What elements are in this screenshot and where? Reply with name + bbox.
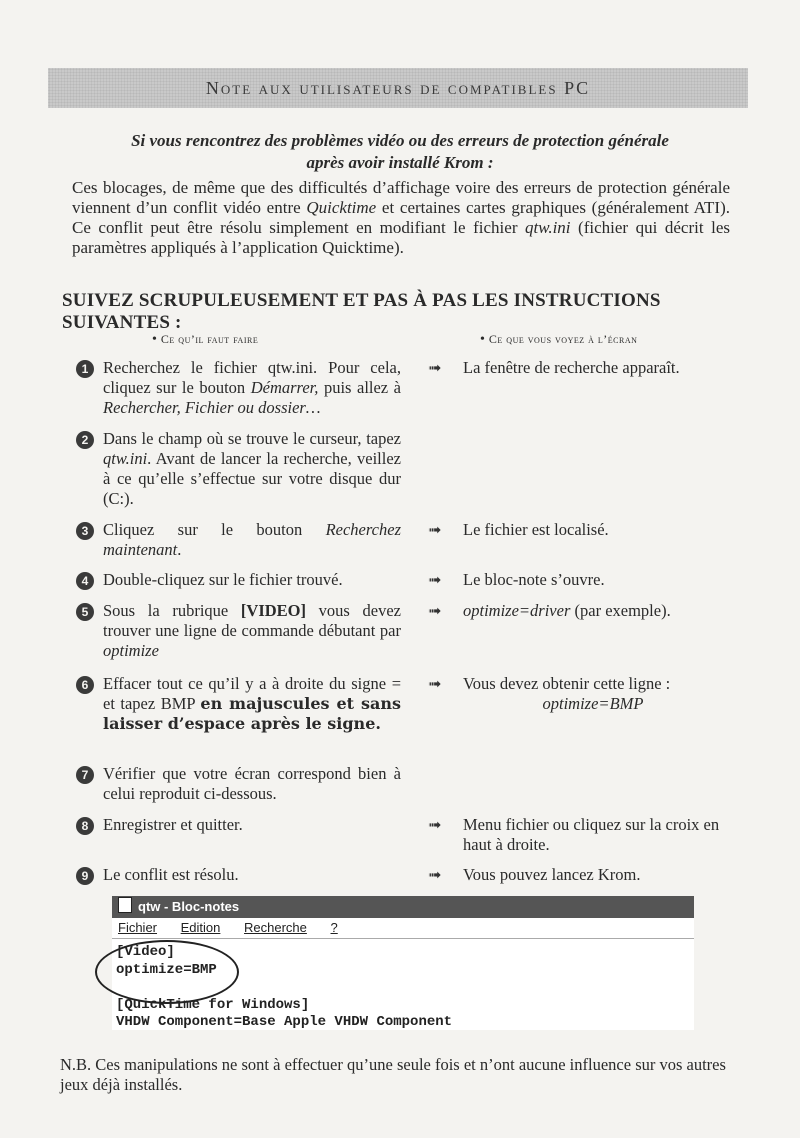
arrow-icon-5: ➟ [428, 601, 442, 620]
step-2-a: Dans le champ où se trouve le curseur, tapez [103, 429, 401, 448]
arrow-icon-6: ➟ [428, 674, 442, 693]
step-8-result: Menu fichier ou cliquez sur la croix en haut à droite. [463, 815, 720, 854]
menu-fichier[interactable]: Fichier [118, 920, 158, 935]
step-8-text: Enregistrer et quitter. [103, 815, 243, 834]
step-1-a: Recherchez le fichier qtw.ini. Pour cela, cliquez sur le bouton [103, 358, 401, 397]
step-6-result [463, 674, 748, 714]
notepad-icon [118, 897, 132, 913]
notepad-line-5: VHDW Component=Base Apple VHDW Component [116, 1014, 453, 1030]
nb-note: N.B. Ces manipulations ne sont à effectuer qu’une seule fois et n’ont aucune influence sur vos autres jeux déjà installés. [60, 1055, 726, 1094]
step-number-2: 2 [76, 431, 94, 449]
step-9-text: Le conflit est résolu. [103, 865, 239, 884]
step-1-text [103, 358, 401, 418]
intro-em-quicktime: Quicktime [306, 198, 377, 217]
step-2-text [103, 429, 401, 509]
step-5-c: vous devez trouver une ligne de commande débutant par [103, 601, 401, 640]
step-2-b: qtw.ini [103, 449, 148, 468]
step-1-d: Rechercher, Fichier ou dossier… [103, 398, 321, 417]
arrow-icon-1: ➟ [428, 358, 442, 377]
notepad-line-4: [QuickTime for Windows] [116, 997, 310, 1013]
arrow-icon-4: ➟ [428, 570, 442, 589]
step-3-b: Recherchez maintenant [103, 520, 401, 559]
step-6-a: Effacer tout ce qu’il y a à droite du signe = et tapez BMP [103, 674, 401, 713]
step-number-9: 9 [76, 867, 94, 885]
step-number-1: 1 [76, 360, 94, 378]
notepad-line-2: optimize=BMP [116, 962, 217, 978]
arrow-icon-8: ➟ [428, 815, 442, 834]
step-5-text [103, 601, 401, 661]
step-6-result-line-1: Vous devez obtenir cette ligne : [463, 674, 671, 693]
intro-paragraph [72, 178, 730, 258]
step-7-text: Vérifier que votre écran correspond bien à celui reproduit ci-dessous. [103, 764, 401, 803]
step-3-c: . [177, 540, 182, 559]
column-header-right [480, 332, 637, 348]
step-number-3: 3 [76, 522, 94, 540]
arrow-icon-3: ➟ [428, 520, 442, 539]
subtitle-line-2: après avoir installé Krom : [306, 153, 494, 172]
step-6-result-line-2: optimize=BMP [542, 694, 644, 713]
subtitle-line-1: Si vous rencontrez des problèmes vidéo ou des erreurs de protection générale [131, 131, 669, 150]
banner-title: Note aux utilisateurs de compatibles PC [205, 77, 591, 98]
arrow-icon-9: ➟ [428, 865, 442, 884]
column-header-left [152, 332, 258, 348]
step-4-text: Double-cliquez sur le fichier trouvé. [103, 570, 343, 589]
step-number-6: 6 [76, 676, 94, 694]
subtitle [60, 130, 740, 174]
notepad-title: qtw - Bloc-notes [138, 899, 240, 914]
step-number-7: 7 [76, 766, 94, 784]
menu-edition[interactable]: Edition [180, 920, 221, 935]
step-5-result-em: optimize=driver [463, 601, 571, 620]
instructions-heading: SUIVEZ SCRUPULEUSEMENT ET PAS À PAS LES INSTRUCTIONS SUIVANTES : [62, 290, 661, 333]
menu-recherche[interactable]: Recherche [244, 920, 307, 935]
step-5-result-text: (par exemple). [570, 601, 671, 620]
step-number-8: 8 [76, 817, 94, 835]
bullet-left: • [152, 332, 158, 347]
step-number-4: 4 [76, 572, 94, 590]
step-5-b: [VIDEO] [240, 601, 307, 620]
step-5-result [463, 601, 748, 621]
step-3-text [103, 520, 401, 560]
notepad-titlebar [112, 896, 694, 918]
step-2-c: . Avant de lancer la recherche, veillez à ce qu’elle s’effectue sur votre disque dur (C:). [103, 449, 401, 508]
step-6-b: en majuscules et sans laisser d’espace après le signe. [103, 694, 401, 733]
step-1-c: puis allez à [318, 378, 402, 397]
step-1-result: La fenêtre de recherche apparaît. [463, 358, 680, 377]
column-header-left-text: Ce qu’il faut faire [160, 332, 259, 346]
step-3-a: Cliquez sur le bouton [103, 520, 326, 539]
bullet-right: • [480, 332, 486, 347]
step-number-5: 5 [76, 603, 94, 621]
intro-text-1: Ces blocages, de même que des difficultés d’affichage voire des erreurs de protection générale viennent d’un conflit vidéo entre [72, 178, 730, 217]
step-3-result: Le fichier est localisé. [463, 520, 609, 539]
step-5-a: Sous la rubrique [103, 601, 241, 620]
column-header-right-text: Ce que vous voyez à l’écran [488, 332, 638, 346]
menu-help[interactable]: ? [330, 920, 338, 935]
step-9-result: Vous pouvez lancez Krom. [463, 865, 641, 884]
intro-text-3: (fichier qui décrit les paramètres appliqués à l’application Quicktime). [72, 218, 730, 257]
step-5-d: optimize [103, 641, 159, 660]
step-1-b: Démarrer, [250, 378, 319, 397]
intro-text-2: et certaines cartes graphiques (généralement ATI). Ce conflit peut être résolu simplement en modifiant le fichier [72, 198, 730, 237]
notepad-line-1: [Video] [116, 944, 175, 960]
section-banner [48, 68, 748, 108]
step-6-text [103, 674, 401, 734]
intro-em-qtw: qtw.ini [525, 218, 571, 237]
step-4-result: Le bloc-note s’ouvre. [463, 570, 605, 589]
highlight-ellipse [95, 940, 239, 1004]
notepad-menubar [112, 918, 694, 939]
